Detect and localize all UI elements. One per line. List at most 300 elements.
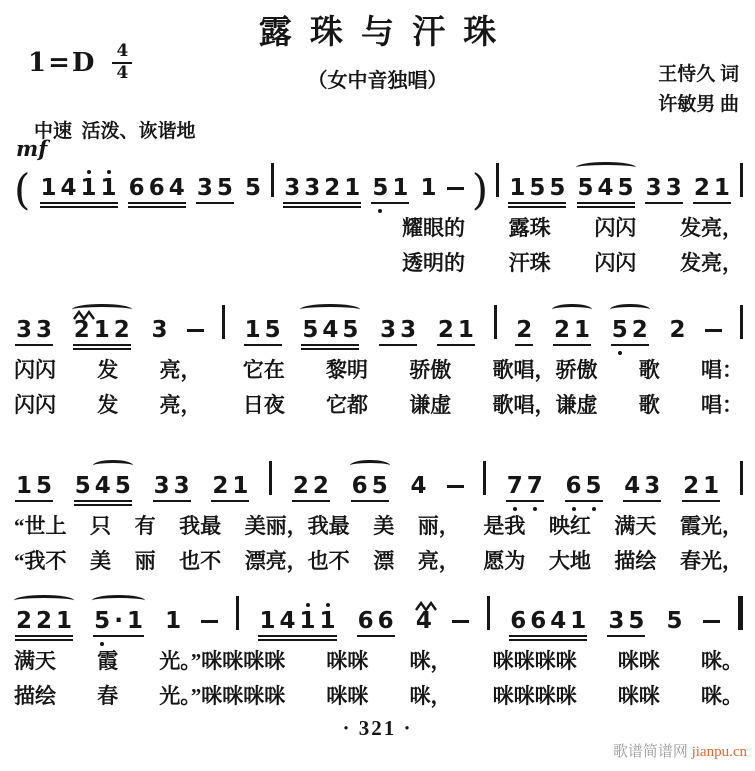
note-digit: 1 <box>713 174 730 201</box>
note-digit: 3 <box>304 174 321 201</box>
note-group <box>414 609 434 633</box>
note-digit: 5 <box>577 174 594 201</box>
lyric-word: 大地 <box>548 549 591 573</box>
beam-line <box>74 500 132 502</box>
lyric-word: 咪。 <box>700 649 743 673</box>
octave-dot-low <box>533 507 537 511</box>
note-digit: 3 <box>151 316 168 343</box>
note-digit: 4 <box>94 472 111 499</box>
system-4 <box>14 581 743 715</box>
note-digit: 1 <box>392 174 409 201</box>
note-digit: 4 <box>279 607 296 634</box>
beam-line <box>40 202 118 204</box>
note-group <box>370 176 410 200</box>
page-number: · 321 · <box>342 716 413 740</box>
note-digit: 5 <box>302 316 319 343</box>
watermark <box>613 740 747 761</box>
beam-line <box>40 206 118 208</box>
note-digit: 1 <box>99 176 119 200</box>
barline <box>740 163 743 197</box>
note-group <box>350 474 390 498</box>
note-digit: 2 <box>36 607 53 634</box>
lyric-word: 春光， <box>679 549 743 573</box>
note-digit: 7 <box>525 474 545 498</box>
note-digit: 1 <box>40 174 57 201</box>
beam-line <box>292 500 330 502</box>
beam-line <box>508 206 566 208</box>
note-digit: 4 <box>597 174 614 201</box>
beam-line <box>645 202 683 204</box>
note-digit: 6 <box>148 174 165 201</box>
beam-line <box>607 635 645 637</box>
note-digit: 3 <box>400 316 417 343</box>
beam-line <box>258 635 336 637</box>
lyric-word: 丽， <box>417 514 460 538</box>
note-digit: 1 <box>570 607 587 634</box>
lyric-word: 光。”咪咪咪咪 <box>159 684 286 708</box>
beam-line <box>196 202 234 204</box>
note-digit: 4 <box>410 472 427 499</box>
lyric-word: 唱： <box>701 358 743 382</box>
note-digit: 1 <box>56 607 73 634</box>
duration-dash <box>452 620 469 623</box>
note-digit: 6 <box>564 474 584 498</box>
note-digit: 4 <box>415 607 432 634</box>
slur-arc <box>92 595 145 606</box>
music-line <box>14 446 743 498</box>
barline <box>236 596 239 630</box>
note-digit: 1 <box>259 607 276 634</box>
mordent-icon <box>72 300 98 310</box>
lyric-word: 咪咪 <box>326 649 369 673</box>
barline <box>487 596 490 630</box>
slur-arc <box>14 595 74 606</box>
note-digit: 5 <box>666 607 683 634</box>
beam-line <box>506 500 544 502</box>
note-digit: 2 <box>73 316 90 343</box>
barline <box>269 461 272 495</box>
note-group <box>72 318 132 342</box>
note-digit: 1 <box>298 609 318 633</box>
lyric-word: 黎明 <box>326 358 368 382</box>
note-group <box>436 318 476 342</box>
lyric-word: 霞 <box>97 649 119 673</box>
octave-dot-high <box>87 170 91 174</box>
note-digit: 1 <box>126 607 143 634</box>
note-group <box>92 609 145 633</box>
lyrics <box>14 354 743 424</box>
lyric-word: 满天 <box>614 514 657 538</box>
note-digit: 2 <box>631 316 648 343</box>
note-group <box>508 609 588 633</box>
note-digit: 5 <box>549 174 566 201</box>
lyric-word: 透明的 <box>402 251 465 275</box>
note-group <box>257 609 337 633</box>
lyric-word: 日夜 <box>242 393 285 417</box>
lyric-word: 愿为 <box>483 549 526 573</box>
note-digit: 1 <box>703 472 720 499</box>
beam-line <box>371 202 409 204</box>
beam-line <box>153 500 191 502</box>
note-digit: 2 <box>16 607 33 634</box>
lyric-word: 它在 <box>242 358 285 382</box>
note-digit: 5 <box>264 316 281 343</box>
note-digit: 4 <box>168 174 185 201</box>
lyric-row <box>14 645 743 680</box>
note-digit: 6 <box>530 607 547 634</box>
note-group <box>149 318 169 342</box>
note-group <box>243 176 263 200</box>
credits <box>658 60 739 120</box>
note-digit: 2 <box>437 316 454 343</box>
watermark-site: 歌谱简谱网 <box>612 744 692 760</box>
lyric-word: 丽 <box>134 549 156 573</box>
lyric-row <box>14 510 743 545</box>
lyric-word: 咪。 <box>700 684 743 708</box>
lyric-word: 闪闪 <box>14 358 56 382</box>
lyric-word: “世上 <box>14 514 67 538</box>
note-group <box>163 609 183 633</box>
note-digit: 5 <box>617 174 634 201</box>
note-digit: 3 <box>645 174 662 201</box>
note-group <box>73 474 133 498</box>
beam-line <box>128 206 186 208</box>
slur-arc <box>300 304 360 315</box>
note-group <box>681 474 721 498</box>
beam-line <box>437 344 475 346</box>
beam-line <box>611 344 649 346</box>
note-digit: 5 <box>74 472 91 499</box>
beam-line <box>508 202 566 204</box>
lyrics <box>14 510 743 580</box>
slur-arc <box>576 162 636 173</box>
beam-line <box>15 639 73 641</box>
note-digit: 2 <box>312 472 329 499</box>
octave-dot-high <box>326 603 330 607</box>
lyric-word: 亮， <box>417 549 460 573</box>
note-digit: · <box>114 607 123 634</box>
note-group <box>667 318 687 342</box>
note-group <box>665 609 685 633</box>
lyric-word: 映红 <box>548 514 591 538</box>
octave-dot-low <box>618 351 622 355</box>
note-digit: 5 <box>216 174 233 201</box>
lyric-word: “我不 <box>14 549 67 573</box>
lyric-word: 发亮， <box>679 251 743 275</box>
beam-line <box>682 500 720 502</box>
beam-line <box>693 202 731 204</box>
lyric-word: 咪咪咪咪 <box>492 684 577 708</box>
beam-line <box>577 202 635 204</box>
lyric-word: 耀眼的 <box>402 216 465 240</box>
note-group <box>552 318 592 342</box>
lyric-word: 咪， <box>409 649 452 673</box>
composer-credit: 许敏男 曲 <box>658 94 739 115</box>
beam-line <box>509 635 587 637</box>
note-digit: 5 <box>610 318 630 342</box>
note-digit: 1 <box>318 609 338 633</box>
duration-dash <box>447 485 464 488</box>
beam-line <box>509 639 587 641</box>
beam-line <box>283 206 361 208</box>
octave-dot-low <box>378 209 382 213</box>
lyric-word: 露珠 <box>508 216 551 240</box>
octave-dot-low <box>100 642 104 646</box>
slur-arc <box>552 304 592 315</box>
note-group <box>195 176 235 200</box>
time-signature-denominator: 4 <box>116 62 129 83</box>
note-digit: 2 <box>292 472 309 499</box>
beam-line <box>283 202 361 204</box>
tempo-marking: 中速 活泼、诙谐地 <box>34 121 196 142</box>
lyric-word: 咪咪 <box>326 684 369 708</box>
note-digit: 1 <box>574 316 591 343</box>
note-digit: 5 <box>371 472 388 499</box>
lyric-word: 美 <box>373 514 395 538</box>
note-digit: 3 <box>196 174 213 201</box>
beam-line <box>15 344 53 346</box>
note-group <box>644 176 684 200</box>
barline <box>494 305 497 339</box>
slur-arc <box>350 460 390 471</box>
note-digit: 3 <box>665 174 682 201</box>
lyric-word: 歌唱，谦虚 <box>492 393 598 417</box>
note-digit: 3 <box>16 316 33 343</box>
lyrics <box>14 645 743 715</box>
note-group <box>14 474 54 498</box>
lyric-word: 歌 <box>638 393 660 417</box>
note-digit: 5 <box>370 176 390 200</box>
lyric-word: 有 <box>134 514 156 538</box>
lyric-word: 发 <box>97 393 119 417</box>
lyric-word: 亮， <box>159 358 202 382</box>
note-digit: 2 <box>516 316 533 343</box>
dynamic-marking: mf <box>16 136 48 161</box>
barline <box>740 305 743 339</box>
note-digit: 4 <box>322 316 339 343</box>
lyric-word: 咪咪 <box>617 649 660 673</box>
note-digit: 2 <box>669 316 686 343</box>
beam-line <box>565 500 603 502</box>
octave-dot-low <box>513 507 517 511</box>
note-group <box>419 176 439 200</box>
lyric-word: 亮， <box>159 393 202 417</box>
note-digit: 1 <box>79 176 99 200</box>
octave-dot-low <box>592 507 596 511</box>
note-digit: 2 <box>553 316 570 343</box>
song-title: 露珠与汗珠 <box>258 15 515 51</box>
lyric-word: 光。”咪咪咪咪 <box>159 649 286 673</box>
lyric-word: 唱： <box>701 393 743 417</box>
note-digit: 3 <box>153 472 170 499</box>
lyric-word: 是我 <box>483 514 526 538</box>
octave-dot-low <box>572 507 576 511</box>
note-group <box>378 318 418 342</box>
note-group <box>39 176 119 200</box>
note-digit: 1 <box>344 174 361 201</box>
lyric-word: 漂亮，也不 <box>244 549 350 573</box>
note-group <box>576 176 636 200</box>
note-digit: 1 <box>232 472 249 499</box>
note-group <box>610 318 650 342</box>
note-digit: 1 <box>93 316 110 343</box>
lyric-word: 只 <box>90 514 112 538</box>
beam-line <box>258 639 336 641</box>
note-group <box>606 609 646 633</box>
note-group <box>282 176 362 200</box>
duration-dash <box>703 620 720 623</box>
note-digit: 2 <box>693 174 710 201</box>
note-digit: 2 <box>683 472 700 499</box>
final-barline <box>738 596 743 630</box>
duration-dash <box>705 329 722 332</box>
lyric-word: 美丽，我最 <box>244 514 350 538</box>
lyric-row <box>402 247 743 282</box>
lyric-word: 霞光， <box>679 514 743 538</box>
note-digit: 2 <box>113 316 130 343</box>
note-digit: 3 <box>380 316 397 343</box>
note-group <box>408 474 428 498</box>
lyric-row <box>14 389 743 424</box>
subtitle: （女中音独唱） <box>307 70 448 92</box>
note-digit: 6 <box>510 607 527 634</box>
music-line <box>14 148 743 215</box>
lyric-word: 春 <box>97 684 119 708</box>
note-digit: 5 <box>114 472 131 499</box>
lyrics <box>14 212 743 282</box>
note-digit: 6 <box>128 174 145 201</box>
barline <box>740 461 743 495</box>
lyric-word: 描绘 <box>614 549 657 573</box>
note-group <box>14 609 74 633</box>
note-digit: 3 <box>36 316 53 343</box>
lyric-word: 漂 <box>373 549 395 573</box>
octave-dot-high <box>107 170 111 174</box>
watermark-domain: jianpu.cn <box>691 744 747 760</box>
note-digit: 1 <box>16 472 33 499</box>
system-3 <box>14 446 743 580</box>
note-group <box>300 318 360 342</box>
note-group <box>291 474 331 498</box>
mordent-icon <box>414 591 440 601</box>
lyric-word: 歌唱，骄傲 <box>492 358 598 382</box>
lyric-word: 发亮， <box>679 216 743 240</box>
note-digit: 2 <box>212 472 229 499</box>
music-line <box>14 581 743 633</box>
note-digit: 1 <box>420 174 437 201</box>
octave-dot-high <box>306 603 310 607</box>
note-digit: 3 <box>173 472 190 499</box>
key-label: 1=D <box>28 47 97 78</box>
system-2 <box>14 290 743 424</box>
note-digit: 6 <box>377 607 394 634</box>
note-digit: 6 <box>357 607 374 634</box>
lyric-word: 咪咪 <box>617 684 660 708</box>
note-digit: 7 <box>505 474 525 498</box>
beam-line <box>73 348 131 350</box>
lyric-row <box>402 212 743 247</box>
lyric-word: 骄傲 <box>409 358 452 382</box>
beam-line <box>379 344 417 346</box>
beam-line <box>553 344 591 346</box>
beam-line <box>357 635 395 637</box>
duration-dash <box>201 620 218 623</box>
lyric-row <box>14 680 743 715</box>
note-group <box>152 474 192 498</box>
note-group <box>514 318 534 342</box>
lyric-word: 谦虚 <box>409 393 452 417</box>
barline <box>222 305 225 339</box>
note-digit: 5 <box>36 472 53 499</box>
note-group <box>127 176 187 200</box>
note-group <box>505 474 545 498</box>
note-digit: 4 <box>624 472 641 499</box>
note-group <box>507 176 567 200</box>
note-digit: 2 <box>324 174 341 201</box>
beam-line <box>93 635 144 637</box>
lyric-word: 美 <box>90 549 112 573</box>
lyric-word: 歌 <box>638 358 660 382</box>
note-group <box>14 318 54 342</box>
beam-line <box>301 348 359 350</box>
music-line <box>14 290 743 342</box>
phrase-paren: ) <box>471 165 489 215</box>
note-digit: 1 <box>165 607 182 634</box>
lyric-row <box>14 354 743 389</box>
note-digit: 5 <box>342 316 359 343</box>
note-digit: 5 <box>244 174 261 201</box>
lyric-row <box>14 545 743 580</box>
note-digit: 4 <box>550 607 567 634</box>
system-1 <box>14 148 743 282</box>
note-group <box>243 318 283 342</box>
lyric-word: 也不 <box>179 549 222 573</box>
slur-arc <box>610 304 650 315</box>
note-group <box>356 609 396 633</box>
lyric-word: 咪咪咪咪 <box>492 649 577 673</box>
beam-line <box>244 344 282 346</box>
note-digit: 1 <box>509 174 526 201</box>
note-digit: 5 <box>628 607 645 634</box>
beam-line <box>577 206 635 208</box>
lyric-word: 描绘 <box>14 684 56 708</box>
note-group <box>210 474 250 498</box>
beam-line <box>623 500 661 502</box>
lyric-word: 满天 <box>14 649 56 673</box>
beam-line <box>128 202 186 204</box>
duration-dash <box>187 329 204 332</box>
lyric-word: 闪闪 <box>594 251 637 275</box>
note-group <box>622 474 662 498</box>
note-digit: 6 <box>351 472 368 499</box>
beam-line <box>351 500 389 502</box>
lyric-word: 汗珠 <box>508 251 551 275</box>
note-digit: 3 <box>644 472 661 499</box>
note-digit: 5 <box>92 609 112 633</box>
barline <box>483 461 486 495</box>
beam-line <box>211 500 249 502</box>
note-digit: 1 <box>457 316 474 343</box>
note-group <box>564 474 604 498</box>
duration-dash <box>447 187 464 190</box>
beam-line <box>15 635 73 637</box>
note-digit: 5 <box>529 174 546 201</box>
phrase-paren: ( <box>14 165 31 215</box>
note-digit: 5 <box>584 474 604 498</box>
lyric-word: 它都 <box>326 393 368 417</box>
beam-line <box>73 344 131 346</box>
lyric-word: 闪闪 <box>594 216 637 240</box>
